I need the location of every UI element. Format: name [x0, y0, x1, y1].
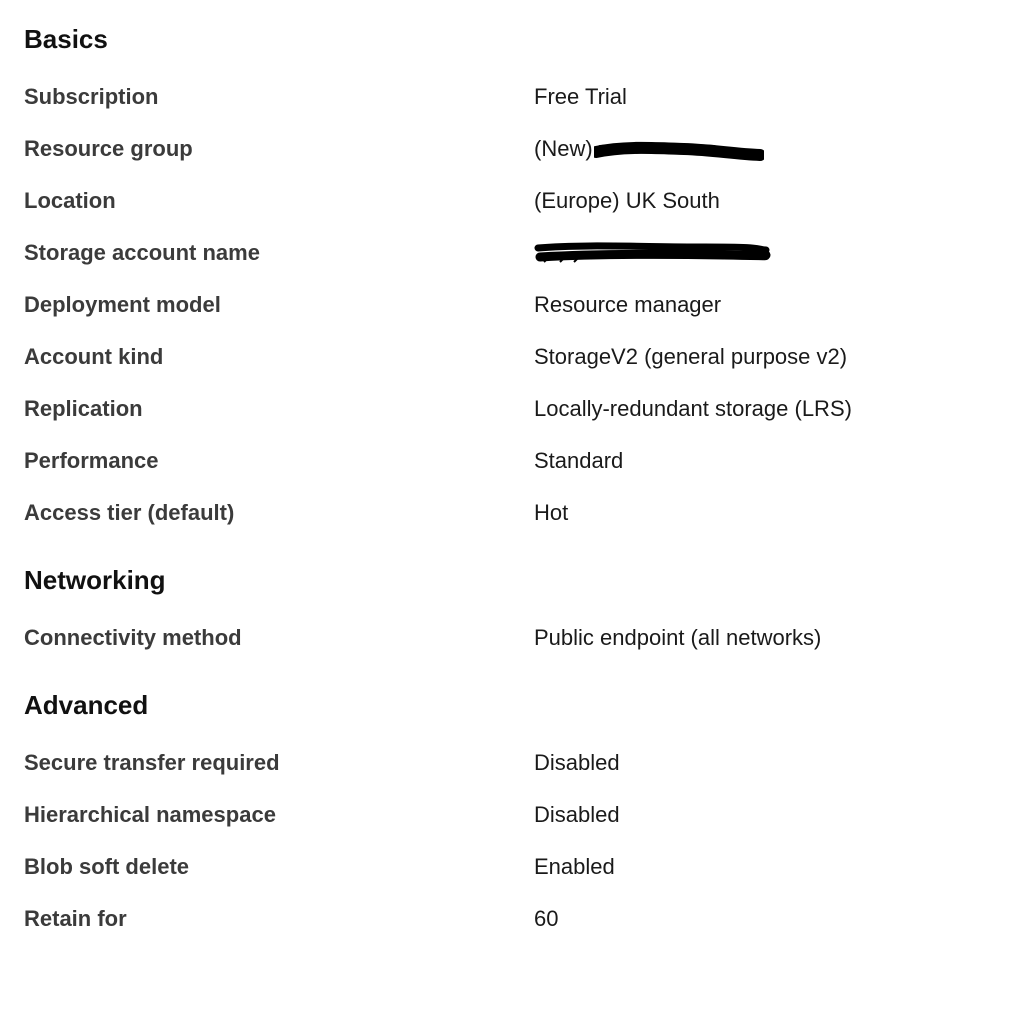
summary-row-location — [0, 186, 1026, 216]
summary-row-access-tier — [0, 498, 1026, 528]
summary-row-secure-transfer — [0, 748, 1026, 778]
summary-row-subscription — [0, 82, 1026, 112]
section-title-networking: Networking — [24, 565, 166, 595]
row-value: Disabled — [534, 802, 620, 827]
row-value: Standard — [534, 448, 624, 473]
row-label: Replication — [24, 396, 143, 421]
row-label: Connectivity method — [24, 625, 242, 650]
row-value: 60 — [534, 906, 559, 931]
summary-row-resource-group — [0, 134, 1026, 164]
row-label: Location — [24, 188, 116, 213]
row-value: Locally-redundant storage (LRS) — [534, 396, 852, 421]
row-label: Account kind — [24, 344, 164, 369]
summary-row-hierarchical-namespace — [0, 800, 1026, 830]
row-label: Blob soft delete — [24, 854, 190, 879]
summary-row-storage-account-name — [0, 238, 1026, 268]
summary-row-connectivity-method — [0, 623, 1026, 653]
summary-row-replication — [0, 394, 1026, 424]
row-value: Disabled — [534, 750, 620, 775]
row-value: (Europe) UK South — [534, 188, 720, 213]
row-label: Access tier (default) — [24, 500, 235, 525]
row-label: Storage account name — [24, 240, 260, 265]
row-value: StorageV2 (general purpose v2) — [534, 344, 848, 369]
row-label: Hierarchical namespace — [24, 802, 276, 827]
summary-row-performance — [0, 446, 1026, 476]
row-label: Deployment model — [24, 292, 221, 317]
redaction-scribble — [534, 238, 774, 268]
row-label: Secure transfer required — [24, 750, 280, 775]
section-title-basics: Basics — [24, 24, 108, 54]
row-value: Resource manager — [534, 292, 722, 317]
row-value-wrap — [534, 134, 593, 164]
section-title-advanced: Advanced — [24, 690, 149, 720]
row-value: Public endpoint (all networks) — [534, 625, 822, 650]
summary-row-account-kind — [0, 342, 1026, 372]
summary-row-deployment-model — [0, 290, 1026, 320]
summary-row-blob-soft-delete — [0, 852, 1026, 882]
row-value: (New) — [534, 136, 593, 161]
redaction-scribble — [594, 136, 764, 164]
summary-row-retain-for — [0, 904, 1026, 934]
row-label: Retain for — [24, 906, 127, 931]
row-value: Enabled — [534, 854, 615, 879]
row-label: Resource group — [24, 136, 193, 161]
row-label: Subscription — [24, 84, 159, 109]
row-label: Performance — [24, 448, 159, 473]
row-value: Hot — [534, 500, 569, 525]
row-value: Free Trial — [534, 84, 627, 109]
